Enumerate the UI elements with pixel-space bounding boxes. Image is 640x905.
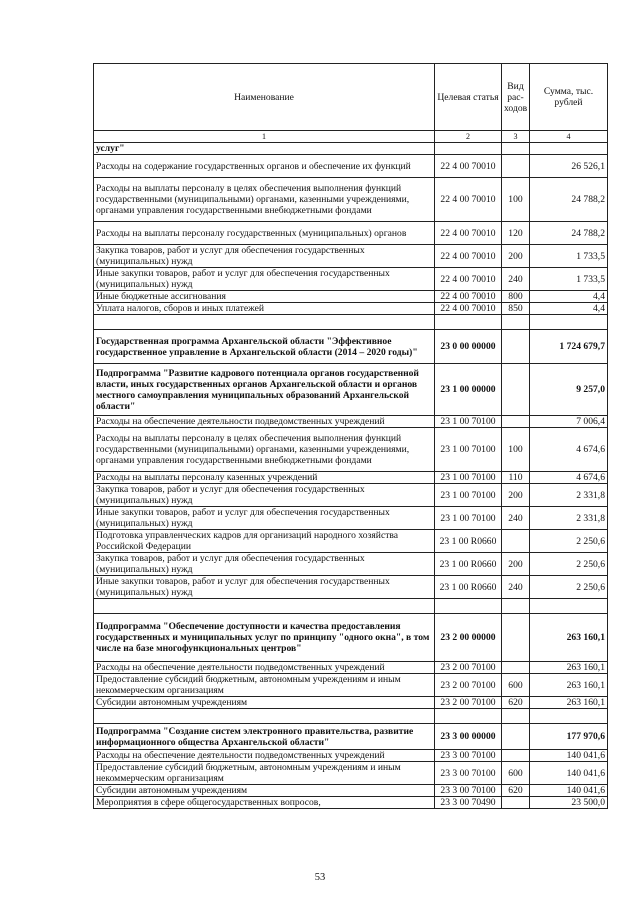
row-name: Субсидии автономным учреждениям [94,785,435,797]
row-code: 22 4 00 70010 [435,291,502,303]
row-expense-type [502,797,530,809]
spacer-cell [435,709,502,724]
row-sum: 9 257,0 [530,364,608,416]
row-code: 23 0 00 00000 [435,330,502,364]
header-sum: Сумма, тыс. рублей [530,64,608,131]
row-name: Расходы на обеспечение деятельности подведомственных учреждений [94,750,435,762]
table-row [94,222,608,245]
row-name: Государственная программа Архангельской области "Эффективное государственное управление в Архангельской области (2014 – 2020 годы)" [94,330,435,364]
row-expense-type: 100 [502,178,530,222]
spacer-cell [502,709,530,724]
row-sum: 4,4 [530,303,608,315]
row-name: Подпрограмма "Развитие кадрового потенциала органов государственной власти, иных государственных органов Архангельской области и органов местного самоуправления муниципальных образований Архангельской области" [94,364,435,416]
row-sum: 24 788,2 [530,178,608,222]
row-code: 23 3 00 70100 [435,750,502,762]
spacer-cell [435,315,502,330]
row-sum: 2 250,6 [530,553,608,576]
row-expense-type: 620 [502,697,530,709]
row-sum: 23 500,0 [530,797,608,809]
row-code: 23 2 00 70100 [435,662,502,674]
row-sum: 263 160,1 [530,614,608,662]
row-code: 23 3 00 70100 [435,762,502,785]
row-expense-type: 100 [502,428,530,472]
row-code: 23 1 00 R0660 [435,530,502,553]
row-expense-type [502,662,530,674]
column-number: 1 [94,131,435,143]
row-sum: 263 160,1 [530,697,608,709]
row-expense-type: 620 [502,785,530,797]
row-code: 22 4 00 70010 [435,178,502,222]
row-sum [530,143,608,155]
row-sum: 1 733,5 [530,268,608,291]
row-sum: 140 041,6 [530,750,608,762]
row-name: Подпрограмма "Обеспечение доступности и качества предоставления государственных и муниципальных услуг по принципу "одного окна", в том числе на базе многофункциональных центров" [94,614,435,662]
row-name: Иные закупки товаров, работ и услуг для обеспечения государственных (муниципальных) нужд [94,576,435,599]
table-row [94,762,608,785]
table-row [94,614,608,662]
table-row [94,245,608,268]
row-code: 23 1 00 R0660 [435,553,502,576]
table-row [94,268,608,291]
row-name: услуг" [94,143,435,155]
row-code: 23 3 00 70490 [435,797,502,809]
row-code [435,143,502,155]
row-sum: 2 331,8 [530,507,608,530]
row-sum: 2 331,8 [530,484,608,507]
table-row [94,472,608,484]
row-name: Иные бюджетные ассигнования [94,291,435,303]
row-name: Расходы на выплаты персоналу казенных учреждений [94,472,435,484]
table-row [94,155,608,178]
page-number: 53 [314,872,326,883]
table-row [94,750,608,762]
row-sum: 7 006,4 [530,416,608,428]
column-number: 3 [502,131,530,143]
row-name: Закупка товаров, работ и услуг для обеспечения государственных (муниципальных) нужд [94,245,435,268]
spacer-cell [530,709,608,724]
row-expense-type: 200 [502,245,530,268]
row-code: 23 1 00 70100 [435,428,502,472]
row-name: Расходы на обеспечение деятельности подведомственных учреждений [94,662,435,674]
row-code: 23 1 00 70100 [435,472,502,484]
row-expense-type [502,614,530,662]
row-code: 23 2 00 00000 [435,614,502,662]
table-row [94,724,608,750]
table-row [94,428,608,472]
row-expense-type: 600 [502,762,530,785]
row-code: 23 1 00 R0660 [435,576,502,599]
budget-table [93,63,608,809]
row-code: 22 4 00 70010 [435,222,502,245]
row-name: Субсидии автономным учреждениям [94,697,435,709]
row-code: 22 4 00 70010 [435,268,502,291]
row-name: Иные закупки товаров, работ и услуг для обеспечения государственных (муниципальных) нужд [94,507,435,530]
row-code: 23 1 00 70100 [435,484,502,507]
row-expense-type: 240 [502,507,530,530]
table-row [94,576,608,599]
row-code: 22 4 00 70010 [435,245,502,268]
row-expense-type: 200 [502,553,530,576]
row-expense-type [502,155,530,178]
column-number: 4 [530,131,608,143]
column-number-row [94,131,608,143]
column-number: 2 [435,131,502,143]
row-expense-type [502,416,530,428]
row-code: 23 3 00 00000 [435,724,502,750]
row-expense-type: 240 [502,576,530,599]
table-row [94,143,608,155]
row-code: 22 4 00 70010 [435,303,502,315]
table-row [94,364,608,416]
spacer-cell [530,599,608,614]
row-sum: 4,4 [530,291,608,303]
row-expense-type [502,143,530,155]
row-code: 23 2 00 70100 [435,674,502,697]
row-code: 23 3 00 70100 [435,785,502,797]
row-code: 23 1 00 00000 [435,364,502,416]
table-row [94,330,608,364]
row-name: Закупка товаров, работ и услуг для обеспечения государственных (муниципальных) нужд [94,553,435,576]
spacer-cell [435,599,502,614]
row-expense-type [502,724,530,750]
table-spacer-row [94,599,608,614]
row-name: Подготовка управленческих кадров для организаций народного хозяйства Российской Федерации [94,530,435,553]
row-expense-type [502,364,530,416]
row-expense-type: 600 [502,674,530,697]
header-name: Наименование [94,64,435,131]
table-row [94,674,608,697]
row-expense-type [502,530,530,553]
row-name: Иные закупки товаров, работ и услуг для обеспечения государственных (муниципальных) нужд [94,268,435,291]
row-name: Предоставление субсидий бюджетным, автономным учреждениям и иным некоммерческим организациям [94,762,435,785]
row-expense-type [502,330,530,364]
row-sum: 140 041,6 [530,785,608,797]
spacer-cell [94,709,435,724]
row-name: Мероприятия в сфере общегосударственных вопросов, [94,797,435,809]
table-row [94,553,608,576]
row-code: 23 2 00 70100 [435,697,502,709]
table-spacer-row [94,315,608,330]
row-expense-type: 200 [502,484,530,507]
row-expense-type: 110 [502,472,530,484]
row-name: Уплата налогов, сборов и иных платежей [94,303,435,315]
table-row [94,785,608,797]
row-sum: 2 250,6 [530,530,608,553]
row-sum: 177 970,6 [530,724,608,750]
row-sum: 2 250,6 [530,576,608,599]
row-name: Расходы на обеспечение деятельности подведомственных учреждений [94,416,435,428]
row-sum: 26 526,1 [530,155,608,178]
table-row [94,291,608,303]
row-sum: 140 041,6 [530,762,608,785]
row-sum: 4 674,6 [530,428,608,472]
spacer-cell [94,315,435,330]
row-expense-type: 850 [502,303,530,315]
row-sum: 1 724 679,7 [530,330,608,364]
header-expense-type: Вид рас-ходов [502,64,530,131]
table-header-row [94,64,608,131]
row-sum: 4 674,6 [530,472,608,484]
row-expense-type: 800 [502,291,530,303]
table-row [94,178,608,222]
row-name: Расходы на содержание государственных органов и обеспечение их функций [94,155,435,178]
table-spacer-row [94,709,608,724]
row-code: 23 1 00 70100 [435,416,502,428]
table-row [94,530,608,553]
spacer-cell [502,599,530,614]
row-sum: 263 160,1 [530,662,608,674]
row-name: Подпрограмма "Создание систем электронного правительства, развитие информационного общества Архангельской области" [94,724,435,750]
table-row [94,697,608,709]
table-row [94,303,608,315]
row-name: Расходы на выплаты персоналу в целях обеспечения выполнения функций государственными (муниципальными) органами, казенными учреждениями, органами управления государственными внебюджетными фондами [94,178,435,222]
table-row [94,416,608,428]
table-body [94,143,608,809]
spacer-cell [530,315,608,330]
row-expense-type [502,750,530,762]
row-name: Расходы на выплаты персоналу государственных (муниципальных) органов [94,222,435,245]
row-sum: 1 733,5 [530,245,608,268]
table-row [94,507,608,530]
row-name: Закупка товаров, работ и услуг для обеспечения государственных (муниципальных) нужд [94,484,435,507]
header-code: Целевая статья [435,64,502,131]
table-row [94,484,608,507]
row-expense-type: 120 [502,222,530,245]
spacer-cell [502,315,530,330]
table-row [94,662,608,674]
row-code: 22 4 00 70010 [435,155,502,178]
row-name: Расходы на выплаты персоналу в целях обеспечения выполнения функций государственными (муниципальными) органами, казенными учреждениями, органами управления государственными внебюджетными фондами [94,428,435,472]
table-row [94,797,608,809]
row-expense-type: 240 [502,268,530,291]
spacer-cell [94,599,435,614]
row-code: 23 1 00 70100 [435,507,502,530]
row-name: Предоставление субсидий бюджетным, автономным учреждениям и иным некоммерческим организациям [94,674,435,697]
row-sum: 263 160,1 [530,674,608,697]
row-sum: 24 788,2 [530,222,608,245]
